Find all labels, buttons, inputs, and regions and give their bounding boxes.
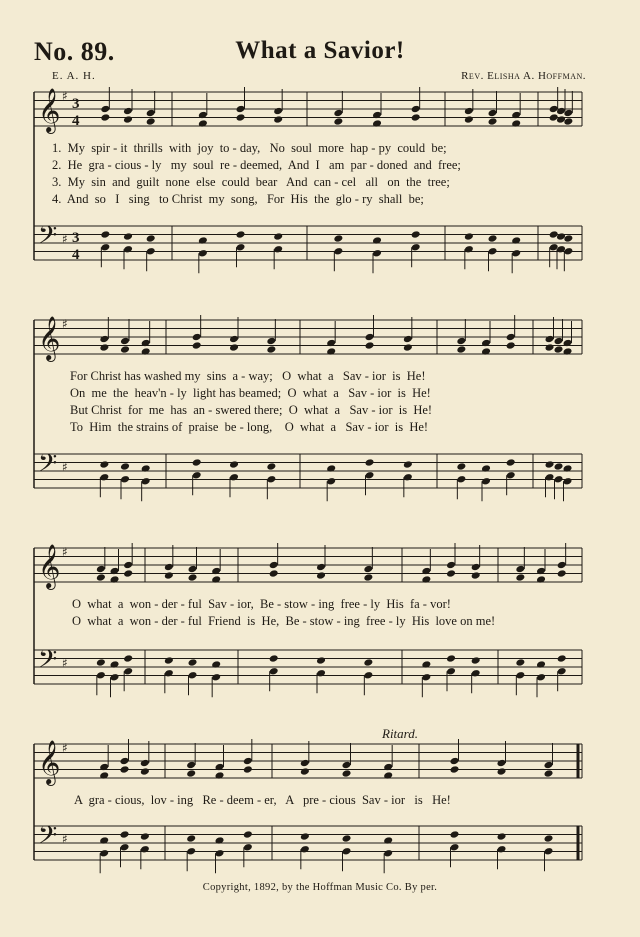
notehead [188,671,198,680]
notehead [554,462,564,471]
notehead [300,767,310,776]
treble-clef-icon: 𝄞 [38,316,61,360]
notehead [192,341,202,350]
sharp-icon: ♯ [62,656,68,670]
notehead [266,337,276,346]
lyric-line: 2. He gra - cious - ly my soul re - deemed, And I am par - doned and free; [52,158,461,172]
notehead [96,671,106,680]
lyric-line: 3. My sin and guilt none else could bear And can - cel all on the tree; [52,175,450,189]
notehead [557,561,567,570]
notehead [123,232,133,241]
notehead [411,113,421,122]
notehead [120,345,130,354]
notehead [229,460,239,469]
notehead [300,832,310,841]
notehead [554,337,564,346]
notehead [411,243,421,252]
notehead [544,769,554,778]
notehead [140,759,150,768]
notehead [464,245,474,254]
notehead [316,656,326,665]
notehead [211,673,221,682]
notehead [300,845,310,854]
notehead [544,761,554,770]
notehead [456,462,466,471]
notehead [545,335,555,344]
notehead [140,845,150,854]
notehead [192,471,202,480]
notehead [506,458,516,467]
bass-clef-icon: 𝄢 [38,221,58,256]
notehead [100,105,110,114]
notehead [269,667,279,676]
notehead [192,333,202,342]
notehead [497,759,507,768]
notehead [229,335,239,344]
notehead [273,115,283,124]
notehead [488,234,498,243]
notehead [557,569,567,578]
notehead [554,475,564,484]
notehead [333,109,343,118]
notehead [342,834,352,843]
notehead [236,243,246,252]
notehead [506,333,516,342]
time-signature-top: 3 [72,230,80,246]
copyright-notice: Copyright, 1892, by the Hoffman Music Co. By per. [202,882,438,893]
notehead [421,673,431,682]
notehead [333,247,343,256]
notehead [481,477,491,486]
notehead [497,845,507,854]
notehead [99,849,109,858]
notehead [188,658,198,667]
notehead [188,565,198,574]
notehead [164,656,174,665]
notehead [110,673,120,682]
notehead [164,669,174,678]
notehead [100,243,110,252]
notehead [99,343,109,352]
notehead [243,757,253,766]
lyric-line: O what a won - der - ful Friend is He, Be - stow - ing free - ly His love on me! [72,614,496,628]
treble-clef-icon: 𝄞 [38,740,61,784]
lyric-line: 1. My spir - it thrills with joy to - day, No soul more hap - py could be; [52,141,447,155]
notehead [123,115,133,124]
notehead [411,105,421,114]
notehead [96,573,106,582]
lyric-line: For Christ has washed my sins a - way; O what a Sav - ior is He! [70,369,426,383]
notehead [456,345,466,354]
notehead [96,565,106,574]
notehead [229,343,239,352]
notehead [100,113,110,122]
notehead [186,769,196,778]
notehead [266,462,276,471]
ritard-marking: Ritard. [382,726,418,741]
notehead [363,658,373,667]
notehead [96,658,106,667]
notehead [99,473,109,482]
lyric-line: To Him the strains of praise be - long, O what a Sav - ior is He! [70,420,429,434]
notehead [471,656,481,665]
notehead [198,249,208,258]
notehead [229,473,239,482]
treble-clef-icon: 𝄞 [38,88,61,132]
notehead [123,107,133,116]
notehead [123,561,133,570]
notehead [450,843,460,852]
notehead [511,249,521,258]
notehead [186,761,196,770]
notehead [515,565,525,574]
notehead [164,571,174,580]
notehead [269,561,279,570]
notehead [497,767,507,776]
notehead [146,109,156,118]
notehead [554,345,564,354]
notehead [450,765,460,774]
notehead [450,757,460,766]
notehead [383,849,393,858]
notehead [316,563,326,572]
notehead [273,245,283,254]
notehead [123,245,133,254]
notehead [120,765,130,774]
notehead [403,473,413,482]
notehead [403,343,413,352]
words-author-credit: E. A. H. [52,70,96,82]
notehead [563,477,573,486]
notehead [446,569,456,578]
notehead [266,475,276,484]
notehead [316,669,326,678]
notehead [186,847,196,856]
sharp-icon: ♯ [62,832,68,846]
hymn-title: What a Savior! [235,37,405,64]
notehead [120,337,130,346]
notehead [164,563,174,572]
notehead [236,105,246,114]
notehead [403,460,413,469]
time-signature-bottom: 4 [72,113,80,129]
notehead [464,115,474,124]
time-signature-top: 3 [72,96,80,112]
hymn-number: No. 89. [34,37,115,66]
time-signature-bottom: 4 [72,247,80,263]
notehead [236,113,246,122]
notehead [446,667,456,676]
notehead [557,667,567,676]
notehead [545,473,555,482]
notehead [372,249,382,258]
notehead [471,669,481,678]
notehead [456,337,466,346]
notehead [342,769,352,778]
notehead [269,569,279,578]
lyric-line: On me the heav'n - ly light has beamed; O what a Sav - ior is He! [70,386,431,400]
notehead [326,477,336,486]
notehead [100,230,110,239]
notehead [243,830,253,839]
notehead [544,834,554,843]
composer-credit: Rev. Elisha A. Hoffman. [461,70,586,82]
notehead [545,343,555,352]
notehead [365,333,375,342]
notehead [120,843,130,852]
notehead [273,107,283,116]
lyric-line: A gra - cious, lov - ing Re - deem - er, A pre - cious Sav - ior is He! [74,793,451,807]
notehead [363,573,373,582]
notehead [497,832,507,841]
notehead [243,843,253,852]
notehead [450,830,460,839]
notehead [236,230,246,239]
notehead [123,667,133,676]
notehead [300,759,310,768]
notehead [488,109,498,118]
notehead [123,569,133,578]
notehead [243,765,253,774]
sharp-icon: ♯ [62,741,68,755]
lyric-line: 4. And so I sing to Christ my song, For His the glo - ry shall be; [52,192,424,206]
notehead [316,571,326,580]
notehead [365,458,375,467]
notehead [120,462,130,471]
bass-clef-icon: 𝄢 [38,821,58,856]
treble-clef-icon: 𝄞 [38,544,61,588]
notehead [120,830,130,839]
sharp-icon: ♯ [62,317,68,331]
notehead [342,761,352,770]
notehead [446,654,456,663]
notehead [342,847,352,856]
notehead [536,673,546,682]
sharp-icon: ♯ [62,232,68,246]
notehead [464,232,474,241]
notehead [446,561,456,570]
lyric-line: O what a won - der - ful Sav - ior, Be - stow - ing free - ly His fa - vor! [72,597,451,611]
notehead [186,834,196,843]
notehead [365,471,375,480]
notehead [333,117,343,126]
notehead [488,117,498,126]
notehead [403,335,413,344]
notehead [506,471,516,480]
notehead [120,757,130,766]
sharp-icon: ♯ [62,89,68,103]
notehead [146,247,156,256]
notehead [456,475,466,484]
notehead [557,654,567,663]
notehead [141,477,151,486]
notehead [515,671,525,680]
notehead [464,107,474,116]
notehead [123,654,133,663]
notehead [215,849,225,858]
notehead [120,475,130,484]
notehead [140,767,150,776]
notehead [146,234,156,243]
notehead [471,571,481,580]
notehead [545,460,555,469]
notehead [515,573,525,582]
notehead [188,573,198,582]
notehead [488,247,498,256]
notehead [269,654,279,663]
sharp-icon: ♯ [62,460,68,474]
lyric-line: But Christ for me has an - swered there; O what a Sav - ior is He! [70,403,433,417]
notehead [333,234,343,243]
notehead [192,458,202,467]
notehead [99,335,109,344]
notehead [140,832,150,841]
notehead [363,565,373,574]
notehead [99,460,109,469]
notehead [471,563,481,572]
notehead [411,230,421,239]
notehead [363,671,373,680]
notehead [273,232,283,241]
notehead [515,658,525,667]
notehead [266,345,276,354]
notehead [146,117,156,126]
notehead [506,341,516,350]
notehead [365,341,375,350]
bass-clef-icon: 𝄢 [38,645,58,680]
sharp-icon: ♯ [62,545,68,559]
notehead [544,847,554,856]
bass-clef-icon: 𝄢 [38,449,58,484]
